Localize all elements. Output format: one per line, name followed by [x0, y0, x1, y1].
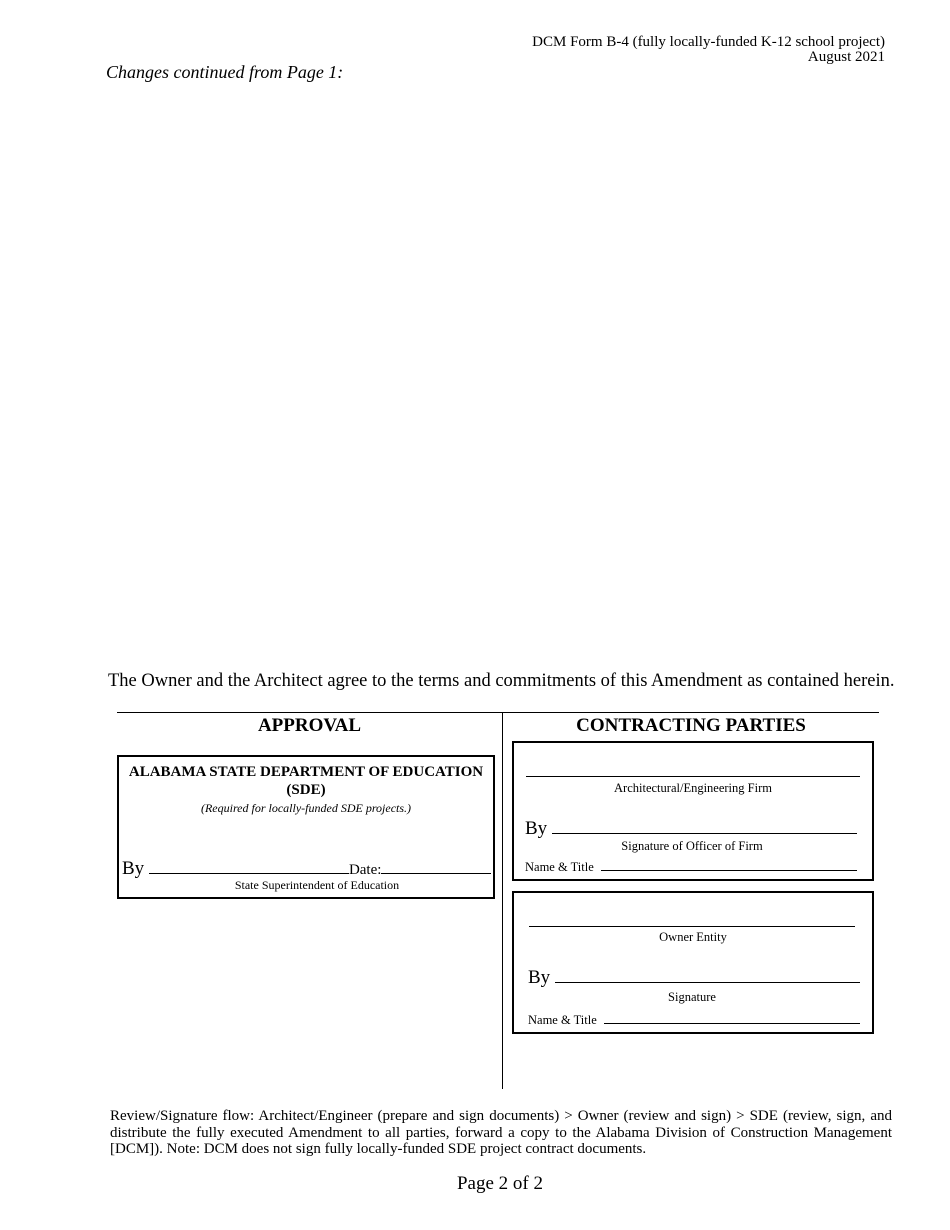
owner-name-title-field[interactable]: [604, 1013, 860, 1024]
agreement-statement: The Owner and the Architect agree to the terms and commitments of this Amendment as contained herein.: [108, 671, 895, 691]
section-divider-horizontal: [117, 712, 879, 713]
page-number: Page 2 of 2: [456, 1173, 543, 1194]
section-divider-vertical: [502, 713, 503, 1089]
sde-title: ALABAMA STATE DEPARTMENT OF EDUCATION (SDE): [128, 764, 484, 798]
owner-entity-label: Owner Entity: [659, 930, 727, 944]
owner-name-title-label: Name & Title: [528, 1013, 597, 1027]
sde-by-label: By: [122, 858, 145, 879]
firm-name-title-row: [525, 860, 857, 875]
firm-signature-label: Signature of Officer of Firm: [621, 839, 763, 853]
firm-name-title-label: Name & Title: [525, 860, 594, 874]
approval-heading: APPROVAL: [257, 715, 362, 736]
changes-heading: Changes continued from Page 1:: [106, 62, 344, 82]
firm-signature-field[interactable]: [552, 819, 857, 834]
sde-date-field[interactable]: [381, 859, 491, 874]
firm-name-title-field[interactable]: [601, 860, 857, 871]
form-identifier: [532, 35, 885, 65]
owner-by-label: By: [528, 967, 551, 988]
firm-name-field[interactable]: [526, 776, 860, 777]
contracting-parties-heading: CONTRACTING PARTIES: [576, 715, 806, 736]
sde-signer-role: State Superintendent of Education: [234, 878, 400, 892]
form-date: August 2021: [807, 49, 885, 65]
owner-signature-row: [528, 967, 860, 989]
sde-signature-row: [122, 858, 491, 880]
firm-by-label: By: [525, 818, 548, 839]
owner-entity-field[interactable]: [529, 926, 855, 927]
review-signature-flow: Review/Signature flow: Architect/Engineer (prepare and sign documents) > Owner (review and sign) > SDE (review, sign, and distribute the fully executed Amendment to all parties, forward a copy to the Alabama Division of Construction Management [DCM]). Note: DCM does not sign fully locally-funded SDE project contract documents.: [110, 1108, 892, 1157]
firm-signature-row: [525, 818, 857, 840]
sde-signature-field[interactable]: [149, 859, 349, 874]
sde-note: (Required for locally-funded SDE projects.): [200, 801, 412, 815]
sde-approval-box: [117, 755, 495, 899]
firm-signature-box: [512, 741, 874, 881]
sde-date-label: Date:: [348, 862, 382, 878]
firm-entity-label: Architectural/Engineering Firm: [614, 781, 772, 795]
owner-signature-box: [512, 891, 874, 1034]
owner-signature-label: Signature: [668, 990, 716, 1004]
owner-name-title-row: [528, 1013, 860, 1028]
form-title: DCM Form B-4 (fully locally-funded K-12 school project): [532, 34, 885, 50]
owner-signature-field[interactable]: [555, 968, 860, 983]
